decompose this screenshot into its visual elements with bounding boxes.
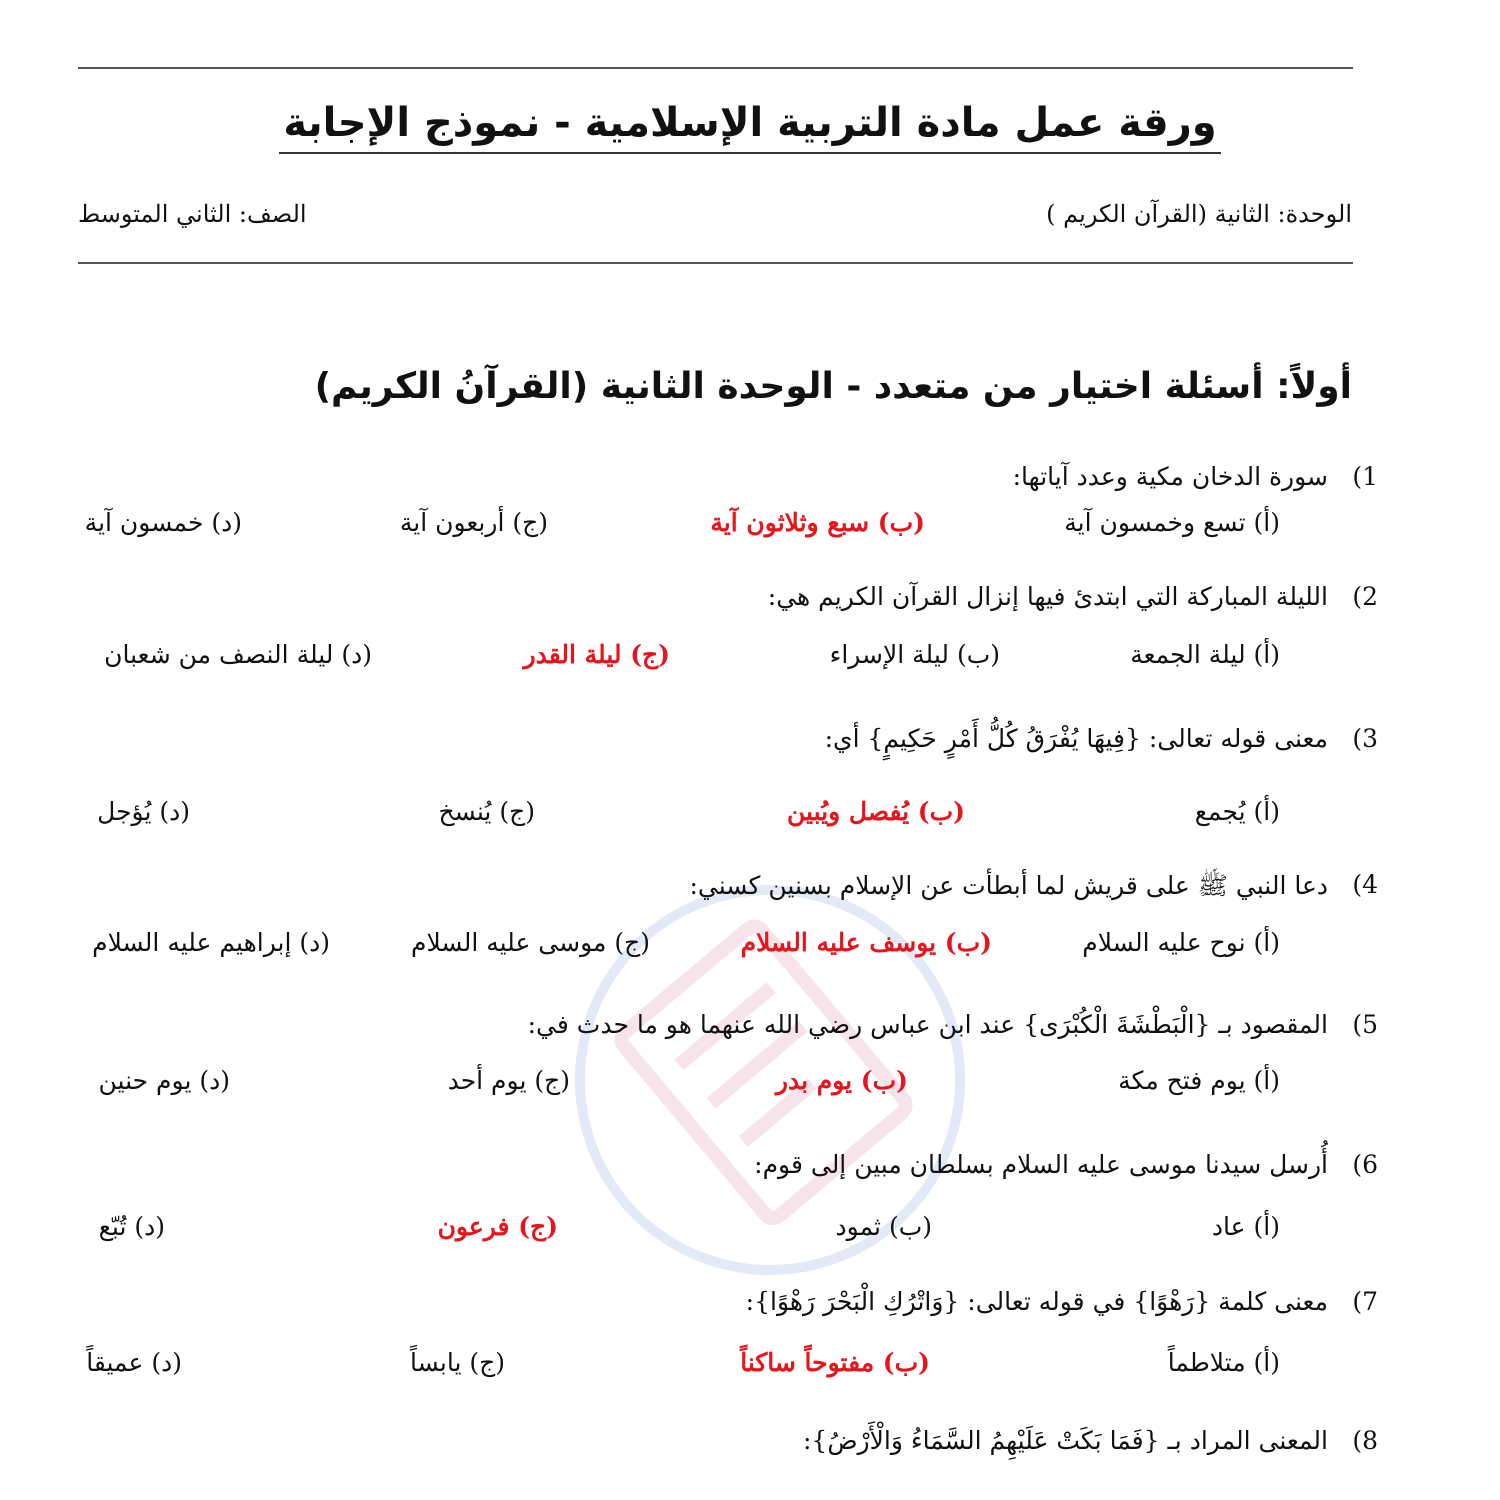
option-a: (أ) عاد: [1211, 1212, 1280, 1241]
option-b-correct: (ب) مفتوحاً ساكناً: [740, 1348, 930, 1377]
question-3: [824, 724, 1378, 753]
question-number: 1): [1352, 462, 1378, 491]
option-c: (ج) موسى عليه السلام: [411, 928, 650, 957]
question-text: المقصود بـ {الْبَطْشَةَ الْكُبْرَى} عند ابن عباس رضي الله عنهما هو ما حدث في:: [527, 1010, 1328, 1039]
question-5: [527, 1010, 1378, 1039]
option-d: (د) يُؤجل: [97, 797, 190, 826]
option-a: (أ) يوم فتح مكة: [1118, 1066, 1280, 1095]
option-a: (أ) متلاطماً: [1167, 1348, 1280, 1377]
option-a: (أ) تسع وخمسون آية: [1064, 508, 1280, 537]
option-c-correct: (ج) فرعون: [437, 1212, 558, 1241]
option-a: (أ) يُجمع: [1194, 797, 1280, 826]
grade-label: الصف: الثاني المتوسط: [78, 200, 307, 228]
option-c: (ج) يوم أحد: [447, 1066, 570, 1095]
question-8: [803, 1426, 1378, 1455]
option-c-correct: (ج) ليلة القدر: [523, 640, 670, 669]
option-b-correct: (ب) سبع وثلاثون آية: [710, 508, 925, 537]
question-text: أُرسل سيدنا موسى عليه السلام بسلطان مبين إلى قوم:: [754, 1150, 1328, 1179]
unit-label: الوحدة: الثانية (القرآن الكريم ): [1046, 200, 1352, 228]
option-b: (ب) ثمود: [835, 1212, 932, 1241]
question-4: [689, 870, 1378, 907]
question-number: 8): [1352, 1426, 1378, 1455]
option-d: (د) يوم حنين: [98, 1066, 230, 1095]
option-d: (د) إبراهيم عليه السلام: [92, 928, 330, 957]
page-title-text: ورقة عمل مادة التربية الإسلامية - نموذج الإجابة: [279, 100, 1220, 154]
option-c: (ج) يُنسخ: [438, 797, 535, 826]
question-text: الليلة المباركة التي ابتدئ فيها إنزال القرآن الكريم هي:: [767, 582, 1328, 611]
option-a: (أ) ليلة الجمعة: [1130, 640, 1280, 669]
question-text: سورة الدخان مكية وعدد آياتها:: [1012, 462, 1328, 491]
question-text: معنى قوله تعالى: {فِيهَا يُفْرَقُ كُلُّ أَمْرٍ حَكِيمٍ} أي:: [824, 724, 1328, 753]
question-1: [1012, 462, 1378, 491]
top-rule: [78, 67, 1353, 69]
question-number: 7): [1352, 1287, 1378, 1316]
question-text: المعنى المراد بـ {فَمَا بَكَتْ عَلَيْهِمُ السَّمَاءُ وَالْأَرْضُ}:: [803, 1426, 1328, 1455]
option-b-correct: (ب) يُفصل ويُبين: [787, 797, 965, 826]
option-b: (ب) ليلة الإسراء: [829, 640, 1000, 669]
section-heading: أولاً: أسئلة اختيار من متعدد - الوحدة الثانية (القرآنُ الكريم): [314, 366, 1352, 407]
question-text: معنى كلمة {رَهْوًا} في قوله تعالى: {وَاتْرُكِ الْبَحْرَ رَهْوًا}:: [745, 1287, 1328, 1316]
option-c: (ج) أربعون آية: [399, 508, 548, 537]
question-number: 3): [1352, 724, 1378, 753]
question-number: 2): [1352, 582, 1378, 611]
option-b-correct: (ب) يوسف عليه السلام: [740, 928, 992, 957]
option-d: (د) ليلة النصف من شعبان: [104, 640, 372, 669]
page-title: [0, 100, 1500, 154]
question-text: دعا النبي ﷺ على قريش لما أبطأت عن الإسلام بسنين كسني:: [689, 871, 1328, 900]
question-2: [767, 582, 1378, 611]
question-number: 4): [1352, 870, 1378, 899]
option-d: (د) تُبّع: [98, 1212, 165, 1241]
option-d: (د) عميقاً: [86, 1348, 182, 1377]
option-b-correct: (ب) يوم بدر: [775, 1066, 908, 1095]
question-number: 6): [1352, 1150, 1378, 1179]
question-6: [754, 1150, 1378, 1179]
question-number: 5): [1352, 1010, 1378, 1039]
option-a: (أ) نوح عليه السلام: [1082, 928, 1280, 957]
header-rule: [78, 262, 1353, 264]
question-7: [745, 1287, 1378, 1316]
option-c: (ج) يابساً: [409, 1348, 505, 1377]
option-d: (د) خمسون آية: [84, 508, 242, 537]
